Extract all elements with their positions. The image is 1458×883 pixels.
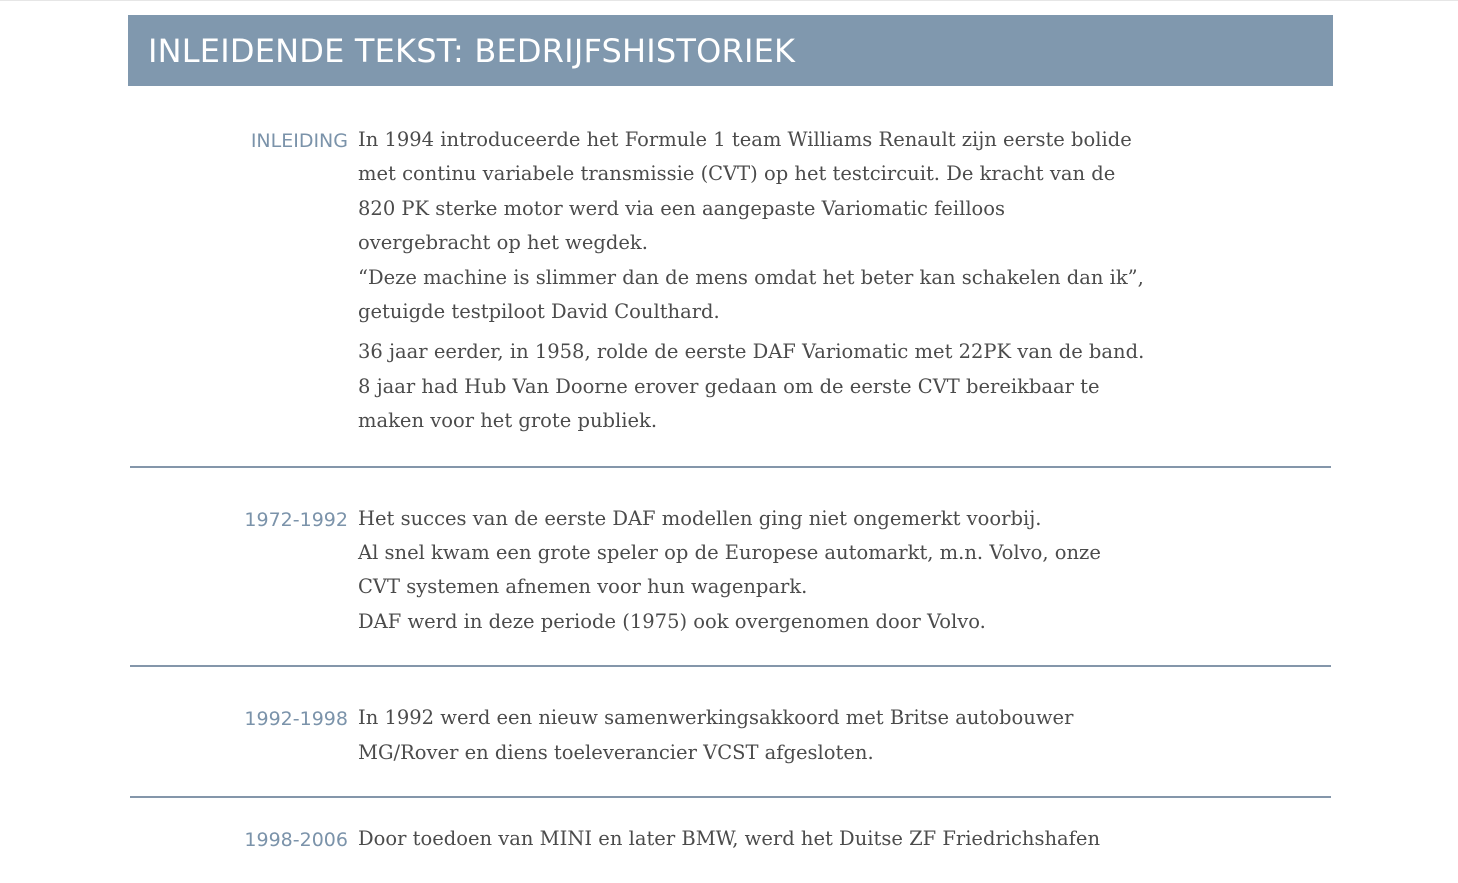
text-line: In 1994 introduceerde het Formule 1 team Williams Renault zijn eerste bolide — [358, 128, 1132, 151]
document-page — [128, 15, 1333, 883]
text-line: Het succes van de eerste DAF modellen ging niet ongemerkt voorbij. — [358, 506, 1042, 530]
top-divider — [0, 0, 1458, 1]
text-line: DAF werd in deze periode (1975) ook overgenomen door Volvo. — [358, 609, 986, 633]
text-line: CVT systemen afnemen voor hun wagenpark. — [358, 575, 808, 599]
text-line: Door toedoen van MINI en later BMW, werd het Duitse ZF Friedrichshafen — [358, 827, 1100, 851]
paragraph — [358, 502, 1188, 640]
paragraph — [358, 701, 1188, 770]
section-inleiding — [130, 86, 1331, 468]
text-line: 36 jaar eerder, in 1958, rolde de eerste DAF Variomatic met 22PK van de band. — [358, 340, 1145, 364]
text-line: Al snel kwam een grote speler op de Europese automarkt, m.n. Volvo, onze — [358, 541, 1101, 565]
section-label: INLEIDING — [250, 130, 348, 152]
section-1998-2006 — [130, 798, 1331, 883]
text-line: “Deze machine is slimmer dan de mens omdat het beter kan schakelen dan ik”, — [358, 265, 1144, 289]
section-1972-1992 — [130, 468, 1331, 668]
section-body — [358, 822, 1188, 857]
text-line: 8 jaar had Hub Van Doorne erover gedaan om de eerste CVT bereikbaar te — [358, 374, 1100, 398]
text-line: In 1992 werd een nieuw samenwerkingsakkoord met Britse autobouwer — [358, 706, 1074, 730]
section-label: 1972-1992 — [244, 508, 348, 531]
text-line: getuigde testpiloot David Coulthard. — [358, 300, 720, 324]
text-line: MG/Rover en diens toeleverancier VCST afgesloten. — [358, 740, 874, 764]
text-line: overgebracht op het wegdek. — [358, 231, 648, 255]
section-label: 1992-1998 — [244, 708, 348, 731]
text-line: 820 PK sterke motor werd via een aangepaste Variomatic feilloos — [358, 196, 1006, 220]
paragraph — [358, 123, 1188, 329]
page-title: INLEIDENDE TEKST: BEDRIJFSHISTORIEK — [148, 31, 796, 70]
section-body — [358, 502, 1188, 640]
section-body — [358, 123, 1188, 439]
title-banner — [128, 15, 1333, 86]
section-body — [358, 701, 1188, 770]
paragraph — [358, 335, 1188, 438]
text-line: met continu variabele transmissie (CVT) op het testcircuit. De kracht van de — [358, 162, 1116, 186]
paragraph — [358, 822, 1188, 856]
section-1992-1998 — [130, 667, 1331, 798]
section-label: 1998-2006 — [244, 829, 348, 852]
text-line: maken voor het grote publiek. — [358, 409, 658, 433]
